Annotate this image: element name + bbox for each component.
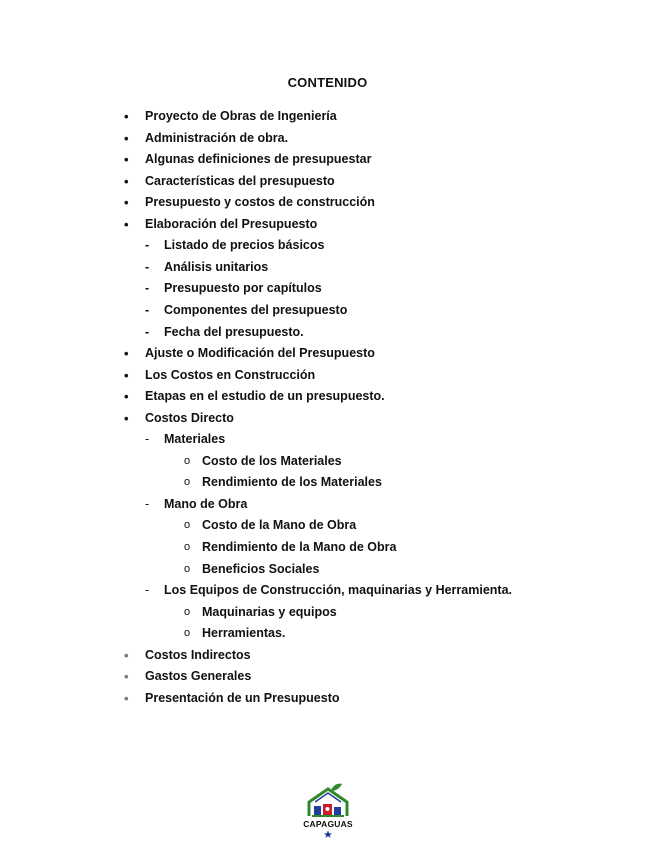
bullet-marker: • [124, 647, 129, 663]
toc-item-text: Herramientas. [202, 626, 286, 641]
capaguas-logo [297, 782, 359, 838]
toc-item-text: Maquinarias y equipos [202, 604, 337, 619]
toc-item-text: Componentes del presupuesto [164, 302, 348, 317]
toc-item-text: Fecha del presupuesto. [164, 324, 304, 339]
bullet-marker: • [124, 346, 129, 362]
dash-marker: - [145, 302, 150, 317]
toc-item-text: Gastos Generales [145, 669, 252, 684]
dash-marker: - [145, 583, 150, 598]
toc-item-text: Elaboración del Presupuesto [145, 216, 318, 231]
toc-item-text: Mano de Obra [164, 496, 248, 511]
toc-item-text: Rendimiento de la Mano de Obra [202, 540, 397, 554]
toc-item-text: Costos Directo [145, 410, 234, 425]
page-title: CONTENIDO [287, 75, 368, 90]
circle-marker: o [184, 454, 191, 467]
toc-item-text: Costo de los Materiales [202, 453, 342, 468]
toc-item-text: Presentación de un Presupuesto [145, 690, 340, 705]
bullet-marker: • [124, 173, 129, 189]
toc-item-text: Análisis unitarios [164, 259, 269, 274]
toc-item-text: Ajuste o Modificación del Presupuesto [145, 346, 375, 361]
bullet-marker: • [124, 367, 129, 383]
bullet-marker: • [124, 195, 129, 211]
bullet-marker: • [124, 130, 129, 146]
bullet-marker: • [124, 669, 129, 685]
toc-item-text: Los Costos en Construcción [145, 367, 316, 382]
toc-item-text: Proyecto de Obras de Ingeniería [145, 109, 337, 123]
toc-item-text: Listado de precios básicos [164, 238, 325, 253]
toc-item-text: Administración de obra. [145, 130, 289, 145]
dash-marker: - [145, 432, 150, 447]
toc-item-text: Características del presupuesto [145, 173, 335, 188]
dash-marker: - [145, 496, 150, 511]
toc-item-text: Presupuesto y costos de construcción [145, 195, 375, 210]
bullet-marker: • [124, 690, 129, 706]
toc-item-text: Rendimiento de los Materiales [202, 475, 382, 490]
toc-item-text: Presupuesto por capítulos [164, 281, 322, 296]
dash-marker: - [145, 281, 150, 296]
toc-item-text: Costos Indirectos [145, 647, 251, 662]
toc-item-text: Etapas en el estudio de un presupuesto. [145, 389, 385, 404]
dash-marker: - [145, 238, 150, 253]
logo-emblem-icon [297, 782, 359, 822]
circle-marker: o [184, 541, 191, 553]
bullet-marker: • [124, 152, 129, 168]
toc-item-text: Costo de la Mano de Obra [202, 518, 357, 533]
dash-marker: - [145, 259, 150, 274]
bullet-marker: • [124, 389, 129, 405]
star-icon [297, 830, 359, 838]
toc-item-text: Los Equipos de Construcción, maquinarias y Herramienta. [164, 583, 512, 598]
circle-marker: o [184, 562, 191, 575]
dash-marker: - [145, 324, 150, 339]
toc-item-text: Beneficios Sociales [202, 561, 320, 576]
bullet-marker: • [124, 216, 129, 232]
circle-marker: o [184, 476, 191, 489]
circle-marker: o [184, 605, 191, 618]
toc-item-text: Materiales [164, 432, 226, 447]
bullet-marker: • [124, 109, 129, 124]
circle-marker: o [184, 519, 191, 532]
bullet-marker: • [124, 410, 129, 426]
logo-wordmark: CAPAGUAS [303, 819, 353, 829]
toc-item-text: Algunas definiciones de presupuestar [145, 152, 372, 167]
circle-marker: o [184, 627, 191, 640]
